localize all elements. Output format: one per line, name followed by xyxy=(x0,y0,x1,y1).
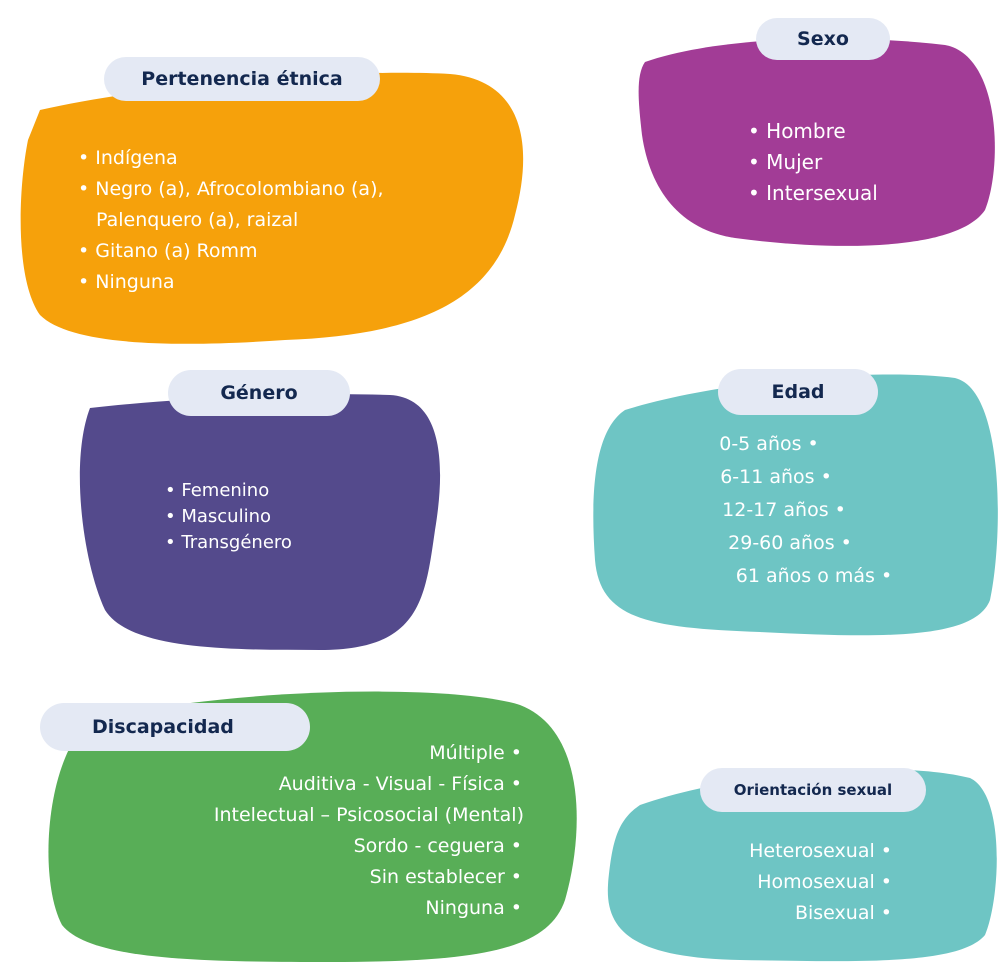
list-item: 0-5 años • xyxy=(637,428,901,461)
list-item: • Hombre xyxy=(748,116,878,147)
list-item: • Mujer xyxy=(748,147,878,178)
list-item: • Gitano (a) Romm xyxy=(78,236,384,267)
list-item: Sin establecer • xyxy=(214,862,522,893)
list-item: Intelectual – Psicosocial (Mental) xyxy=(213,804,524,826)
orientacion-list xyxy=(749,836,892,929)
list-item: • Ninguna xyxy=(78,267,384,298)
discapacidad-list xyxy=(214,738,522,924)
list-item: Heterosexual • xyxy=(749,836,892,867)
list-item: Sordo - ceguera • xyxy=(214,831,522,862)
list-item: • Transgénero xyxy=(165,530,292,556)
list-item: Ninguna • xyxy=(214,893,522,924)
list-item: 29-60 años • xyxy=(658,527,922,560)
list-item: 61 años o más • xyxy=(682,560,946,593)
edad-list xyxy=(664,428,928,593)
list-item: Palenquero (a), raizal xyxy=(96,209,299,231)
etnica-label: Pertenencia étnica xyxy=(104,57,380,101)
genero-list xyxy=(165,478,292,556)
list-item: • Femenino xyxy=(165,478,292,504)
edad-label: Edad xyxy=(718,369,878,415)
genero-label: Género xyxy=(168,370,350,416)
etnica-list xyxy=(78,143,384,298)
list-item: • Negro (a), Afrocolombiano (a), xyxy=(78,174,384,205)
list-item: Homosexual • xyxy=(749,867,892,898)
list-item: 6-11 años • xyxy=(644,461,908,494)
list-item: Múltiple • xyxy=(214,738,522,769)
list-item: • Indígena xyxy=(78,143,384,174)
sexo-label: Sexo xyxy=(756,18,890,60)
list-item: • Intersexual xyxy=(748,178,878,209)
list-item: 12-17 años • xyxy=(652,494,916,527)
sexo-list xyxy=(748,116,878,209)
orientacion-label: Orientación sexual xyxy=(700,768,926,812)
list-item: • Masculino xyxy=(165,504,292,530)
list-item: Auditiva - Visual - Física • xyxy=(214,769,522,800)
list-item: Bisexual • xyxy=(749,898,892,929)
discapacidad-label: Discapacidad xyxy=(40,703,310,751)
